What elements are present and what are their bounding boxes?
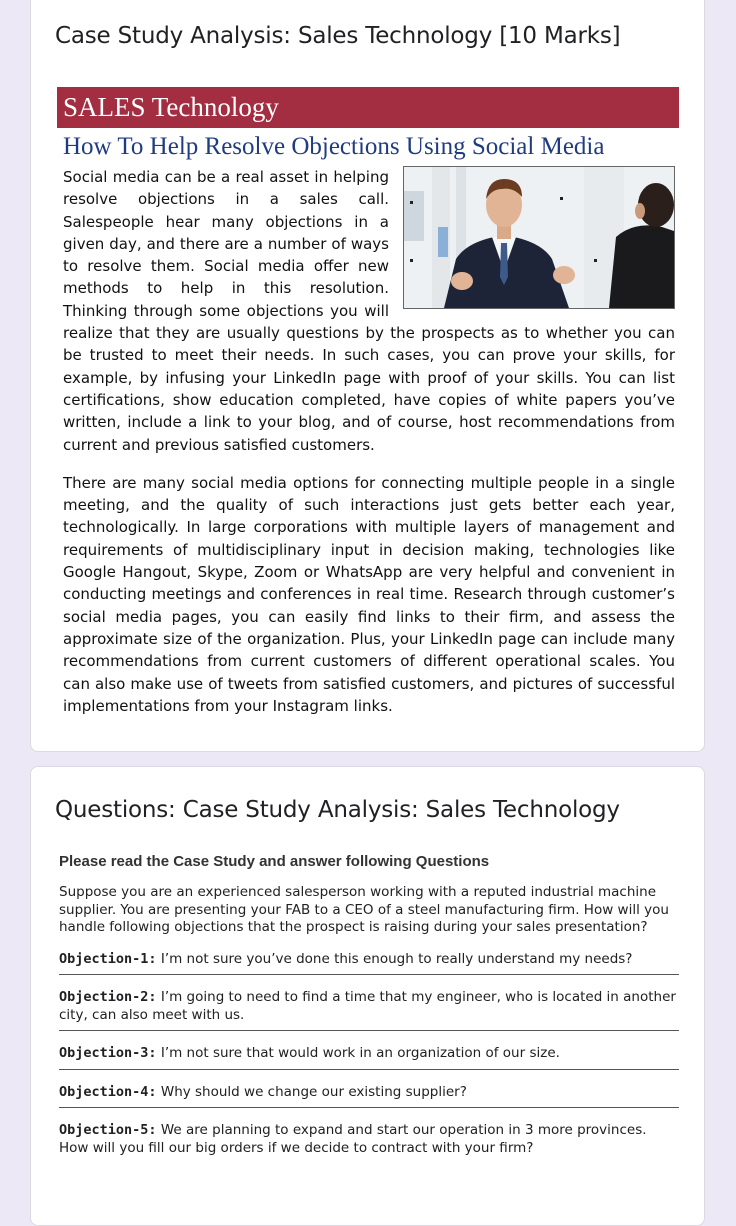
questions-content (59, 853, 679, 1177)
document-body (57, 166, 679, 717)
objection-text: I’m not sure that would work in an organization of our size. (160, 1045, 560, 1061)
objection-text: I’m going to need to find a time that my engineer, who is located in another city, can also meet with us. (59, 989, 676, 1023)
document-paragraph-1: Social media can be a real asset in helping resolve objections in a sales call. Salespeople hear many objections in a given day, and there are a number of ways to resolve them. Social media offer new methods to help in this resolution. Thinking through some objections you will realize that they are usually questions by the prospects as to whether you can be trusted to meet their needs. In such cases, you can prove your skills, for example, by infusing your LinkedIn page with proof of your skills. You can list certifications, show education completed, have copies of white papers you’ve written, include a link to your blog, and of course, host recommendations from current and previous satisfied customers. (63, 168, 675, 454)
case-study-card (30, 0, 705, 752)
document-banner: SALES Technology (57, 87, 679, 128)
objection-label: Objection-5: (59, 1122, 157, 1138)
objection-1 (59, 951, 679, 976)
objection-text: I’m not sure you’ve done this enough to really understand my needs? (160, 950, 633, 967)
salesperson-photo (403, 166, 675, 309)
objection-5 (59, 1122, 679, 1163)
questions-instruction: Please read the Case Study and answer following Questions (59, 853, 490, 870)
objection-label: Objection-4: (59, 1083, 157, 1100)
salesperson-illustration (404, 167, 674, 308)
case-study-title: Case Study Analysis: Sales Technology [10 Marks] (55, 23, 621, 49)
objection-label: Objection-2: (59, 989, 157, 1005)
questions-card (30, 766, 705, 1226)
objection-2 (59, 989, 679, 1031)
questions-title: Questions: Case Study Analysis: Sales Technology (55, 797, 620, 823)
objection-text: Why should we change our existing supplier? (160, 1083, 467, 1100)
document-paragraph-2: There are many social media options for connecting multiple people in a single meeting, and the quality of such interactions just gets better each year, technologically. In large corporations with multiple layers of management and requirements of multidisciplinary input in decision making, technologies like Google Hangout, Skype, Zoom or WhatsApp are very helpful and convenient in conducting meetings and conferences in real time. Research through customer’s social media pages, you can easily find links to their firm, and assess the approximate size of the organization. Plus, your LinkedIn page can include many recommendations from current customers of different operational scales. You can also make use of tweets from satisfied customers, and pictures of successful implementations from your Instagram links. (63, 473, 675, 715)
objection-4 (59, 1084, 679, 1109)
questions-intro: Suppose you are an experienced salesperson working with a reputed industrial machine supplier. You are presenting your FAB to a CEO of a steel manufacturing firm. How will you handle following objections that the prospect is raising during your sales presentation? (59, 884, 669, 935)
objection-3 (59, 1045, 679, 1070)
case-study-document (57, 87, 679, 717)
document-subtitle: How To Help Resolve Objections Using Social Media (63, 133, 605, 160)
objection-label: Objection-3: (59, 1045, 157, 1061)
objection-text: We are planning to expand and start our operation in 3 more provinces. How will you fill our big orders if we decide to contract with your firm? (59, 1122, 647, 1156)
objection-label: Objection-1: (59, 950, 157, 967)
